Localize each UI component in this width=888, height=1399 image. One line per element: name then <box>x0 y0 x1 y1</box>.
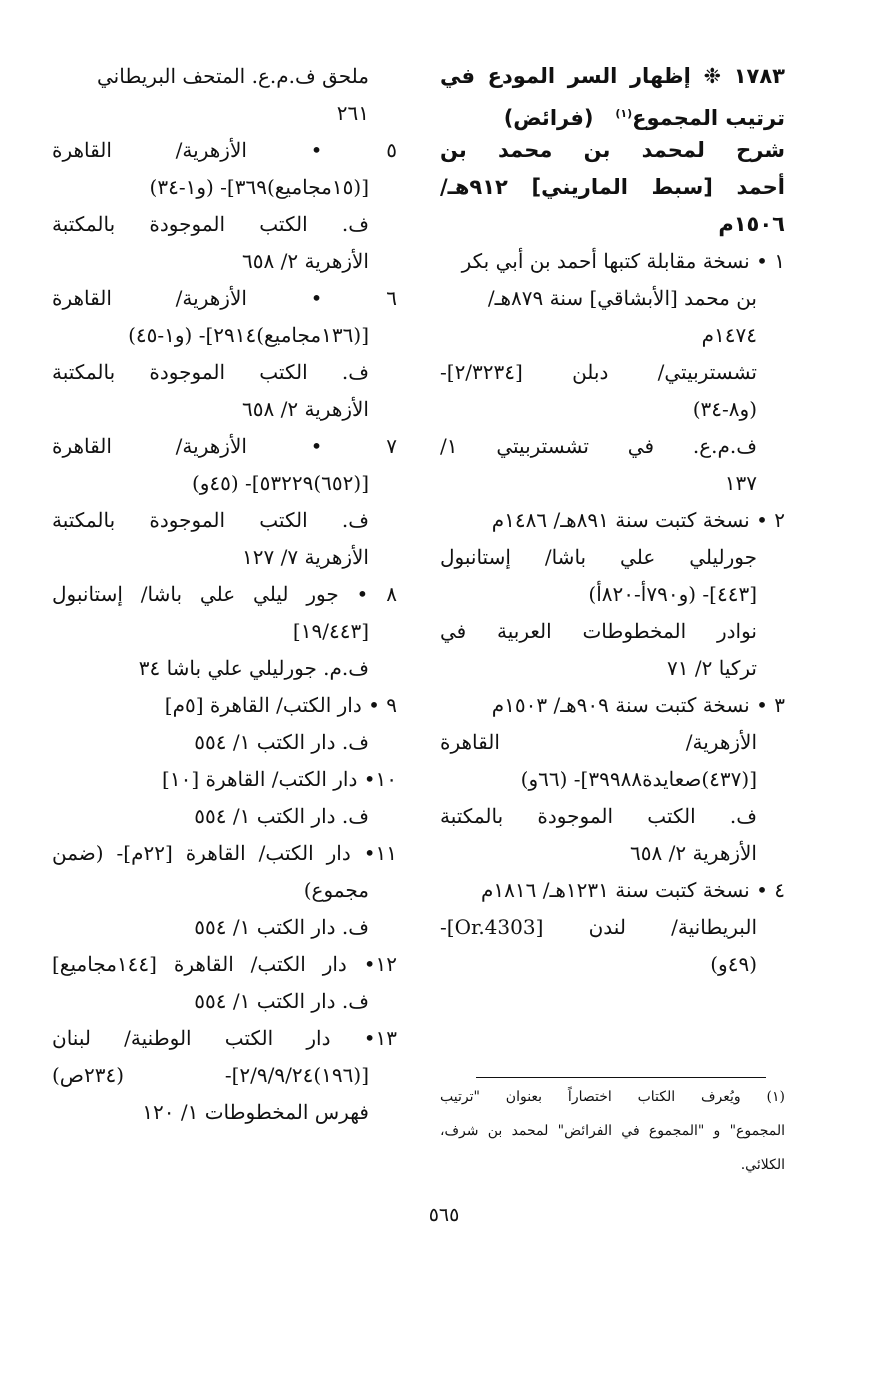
copy-item: ١ • نسخة مقابلة كتبها أحمد بن أبي بكر <box>461 249 785 273</box>
copy-detail: البريطانية/ لندن [Or.4303]- <box>440 915 757 939</box>
copy-detail: ف. الكتب الموجودة بالمكتبة <box>52 212 369 236</box>
copy-detail: ١٤٧٤م <box>701 323 757 347</box>
copy-detail: ٢٦١ <box>336 101 369 125</box>
copy-detail: ف. الكتب الموجودة بالمكتبة <box>52 508 369 532</box>
footnote-line: الكلائي. <box>740 1157 785 1173</box>
copy-detail: [١٩/٤٤٣] <box>292 619 369 643</box>
heading-line: شرح لمحمد بن محمد بن <box>440 138 785 162</box>
copy-detail: [(١٩٦)٢/٩/٩/٢٤]- (٢٣٤ص) <box>52 1063 369 1087</box>
page-number: ٥٦٥ <box>428 1204 460 1226</box>
heading-subject: (فرائض) <box>503 106 594 130</box>
entry-heading <box>440 58 785 243</box>
heading-line: أحمد [سبط الماريني] ٩١٢هـ/ <box>440 175 785 199</box>
copy-detail: الأزهرية ٢/ ٦٥٨ <box>630 841 757 865</box>
copy-detail: ف. الكتب الموجودة بالمكتبة <box>52 360 369 384</box>
copy-detail: نوادر المخطوطات العربية في <box>440 619 757 643</box>
copy-detail: ف.م.ع. في تشستربيتي ١/ <box>440 434 757 458</box>
copy-detail: تركيا ٢/ ٧١ <box>667 656 757 680</box>
copies-list-right <box>440 243 785 983</box>
copy-detail: (و٨-٣٤) <box>692 397 757 421</box>
footnote-divider <box>476 1077 766 1078</box>
copy-item: ٤ • نسخة كتبت سنة ١٢٣١هـ/ ١٨١٦م <box>481 878 785 902</box>
heading-line <box>440 95 785 132</box>
footnote-line: (١) ويُعرف الكتاب اختصاراً بعنوان "ترتيب <box>440 1089 785 1105</box>
copy-item: ٨ • جور ليلي علي باشا/ إستانبول <box>52 582 397 606</box>
footnote <box>440 1080 785 1182</box>
copy-item: ٥ • الأزهرية/ القاهرة <box>52 138 397 162</box>
copy-item: ٦ • الأزهرية/ القاهرة <box>52 286 397 310</box>
copy-detail: ف. الكتب الموجودة بالمكتبة <box>440 804 757 828</box>
copy-detail: ١٣٧ <box>724 471 757 495</box>
copy-detail: [(١٥مجاميع)٣٦٩]- (و١-٣٤) <box>149 175 369 199</box>
copy-item: ٢ • نسخة كتبت سنة ٨٩١هـ/ ١٤٨٦م <box>491 508 785 532</box>
copy-detail: مجموع) <box>303 878 369 902</box>
copy-item: ١١• دار الكتب/ القاهرة [٢٢م]- (ضمن <box>52 841 397 865</box>
copy-detail: بن محمد [الأبشاقي] سنة ٨٧٩هـ/ <box>487 286 757 310</box>
copy-item: ١٣• دار الكتب الوطنية/ لبنان <box>52 1026 397 1050</box>
heading-line: ١٧٨٣ ❉ إظهار السر المودع في <box>440 64 785 88</box>
copy-detail: الأزهرية/ القاهرة <box>440 730 757 754</box>
copy-detail: ف. دار الكتب ١/ ٥٥٤ <box>194 730 369 754</box>
footnote-marker: (١) <box>615 107 633 120</box>
copy-detail: ملحق ف.م.ع. المتحف البريطاني <box>96 64 369 88</box>
copy-detail: فهرس المخطوطات ١/ ١٢٠ <box>142 1100 369 1124</box>
heading-line: ١٥٠٦م <box>718 212 785 236</box>
copy-detail: الأزهرية ٧/ ١٢٧ <box>242 545 369 569</box>
copy-item: ١٢• دار الكتب/ القاهرة [١٤٤مجاميع] <box>52 952 397 976</box>
copy-detail: [(٦٥٢)٥٣٢٢٩]- (٤٥و) <box>191 471 369 495</box>
footnote-line: المجموع" و "المجموع في الفرائض" لمحمد بن شرف، <box>440 1123 785 1139</box>
copy-detail: ف. دار الكتب ١/ ٥٥٤ <box>194 915 369 939</box>
copy-item: ١٠• دار الكتب/ القاهرة [١٠] <box>162 767 397 791</box>
copy-detail: الأزهرية ٢/ ٦٥٨ <box>242 397 369 421</box>
copy-item: ٩ • دار الكتب/ القاهرة [٥م] <box>164 693 397 717</box>
copy-detail: ف. دار الكتب ١/ ٥٥٤ <box>194 804 369 828</box>
heading-title-end: ترتيب المجموع <box>632 106 785 130</box>
right-column <box>440 58 785 983</box>
left-column <box>52 58 397 1131</box>
copy-detail: تشستربيتي/ دبلن [٢/٣٢٣٤]- <box>440 360 757 384</box>
copy-detail: ف.م. جورليلي علي باشا ٣٤ <box>138 656 369 680</box>
copy-item: ٧ • الأزهرية/ القاهرة <box>52 434 397 458</box>
copy-detail: الأزهرية ٢/ ٦٥٨ <box>242 249 369 273</box>
copy-detail: [٤٤٣]- (و٧٩٠أ-٨٢٠أ) <box>588 582 757 606</box>
copy-item: ٣ • نسخة كتبت سنة ٩٠٩هـ/ ١٥٠٣م <box>491 693 785 717</box>
copy-detail: جورليلي علي باشا/ إستانبول <box>440 545 757 569</box>
copy-detail: (٤٩و) <box>710 952 757 976</box>
copy-detail: ف. دار الكتب ١/ ٥٥٤ <box>194 989 369 1013</box>
copy-detail: [(٤٣٧)صعايدة٣٩٩٨٨]- (٦٦و) <box>520 767 757 791</box>
copy-detail: [(١٣٦مجاميع)٢٩١٤]- (و١-٤٥) <box>128 323 369 347</box>
